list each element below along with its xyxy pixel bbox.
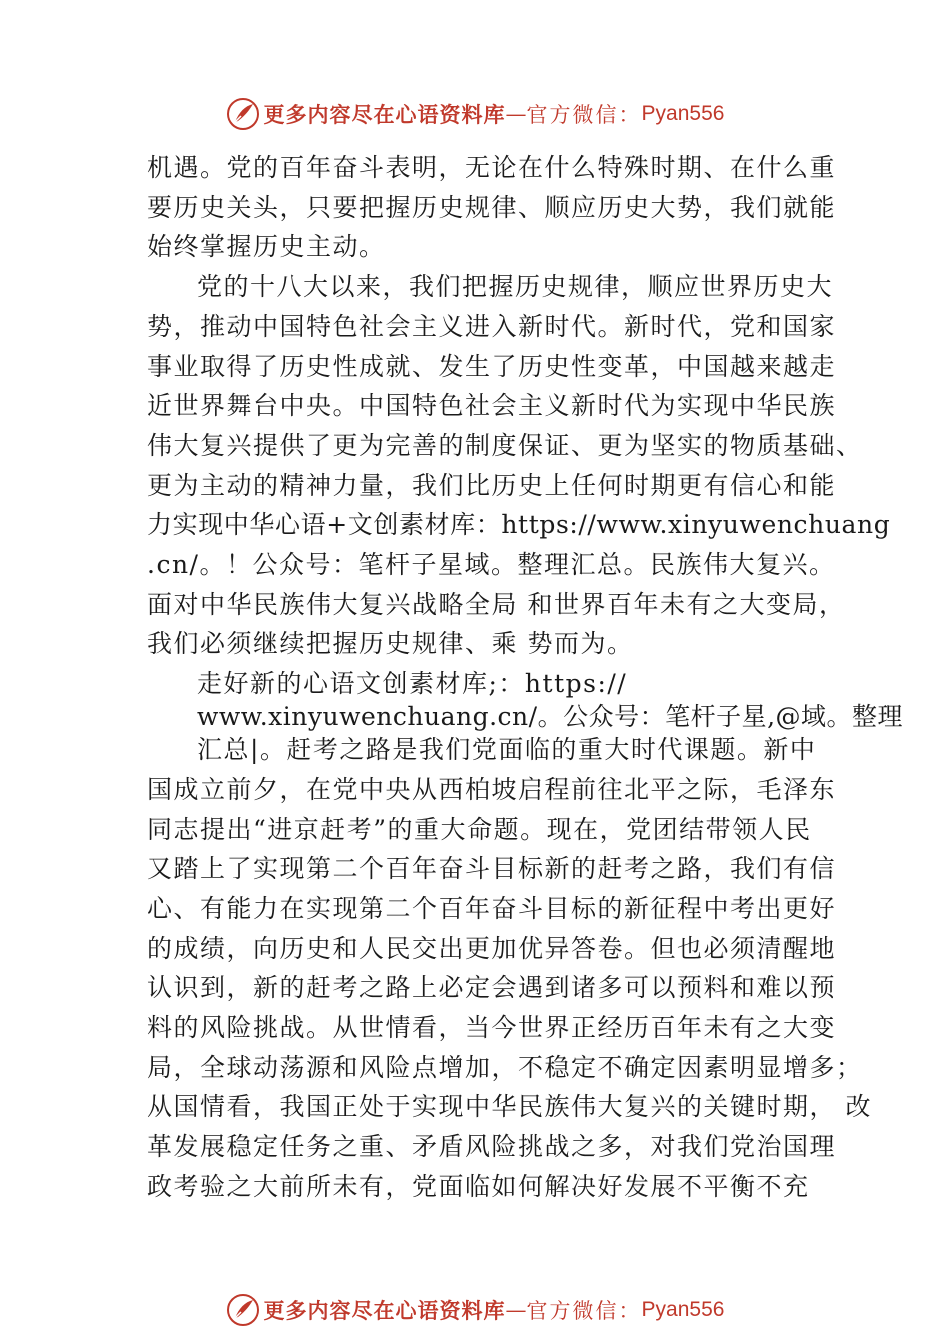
text-line: 认识到，新的赶考之路上必定会遇到诸多可以预料和难以预	[147, 973, 837, 1002]
text-line: 汇总|。赶考之路是我们党面临的重大时代课题。新中	[197, 735, 817, 764]
text-line: 事业取得了历史性成就、发生了历史性变革，中国越来越走	[147, 352, 837, 381]
text-line: 面对中华民族伟大复兴战略全局 和世界百年未有之大变局，	[147, 590, 846, 619]
text-line: 势，推动中国特色社会主义进入新时代。新时代，党和国家	[147, 312, 837, 341]
text-line: 的成绩，向历史和人民交出更加优异答卷。但也必须清醒地	[147, 934, 837, 963]
text-line: 又踏上了实现第二个百年奋斗目标新的赶考之路，我们有信	[147, 854, 837, 883]
text-line: 我们必须继续把握历史规律、乘 势而为。	[147, 629, 634, 658]
text-line: www.xinyuwenchuang.cn/。公众号：笔杆子星,@域。整理	[197, 702, 904, 731]
text-line: 近世界舞台中央。中国特色社会主义新时代为实现中华民族	[147, 391, 837, 420]
header-dash: —	[505, 102, 527, 126]
header-title: 更多内容尽在心语资料库	[263, 102, 506, 127]
text-line: 更为主动的精神力量，我们比历史上任何时期更有信心和能	[147, 471, 837, 500]
text-line: 始终掌握历史主动。	[147, 232, 386, 261]
text-line: 力实现中华心语+文创素材库：https://www.xinyuwenchuang	[147, 510, 891, 539]
quill-logo-icon	[226, 1293, 260, 1327]
text-line: .cn/。！公众号：笔杆子星域。整理汇总。民族伟大复兴。	[147, 550, 836, 579]
footer-wechat-id: Pyan556	[641, 1298, 725, 1321]
text-line: 伟大复兴提供了更为完善的制度保证、更为坚实的物质基础、	[147, 431, 863, 460]
text-line: 心、有能力在实现第二个百年奋斗目标的新征程中考出更好	[147, 894, 837, 923]
text-line: 同志提出“进京赶考”的重大命题。现在，党团结带领人民	[147, 815, 812, 844]
footer-title: 更多内容尽在心语资料库	[263, 1298, 506, 1323]
text-line: 机遇。党的百年奋斗表明，无论在什么特殊时期、在什么重	[147, 153, 837, 182]
text-line: 国成立前夕，在党中央从西柏坡启程前往北平之际，毛泽东	[147, 775, 837, 804]
footer-dash: —	[505, 1298, 527, 1322]
text-line: 党的十八大以来，我们把握历史规律，顺应世界历史大	[197, 272, 834, 301]
text-line: 革发展稳定任务之重、矛盾风险挑战之多，对我们党治国理	[147, 1132, 837, 1161]
text-line: 走好新的心语文创素材库;：https://	[197, 669, 628, 698]
header-wechat-label: 官方微信：	[526, 103, 642, 127]
text-line: 从国情看，我国正处于实现中华民族伟大复兴的关键时期， 改	[147, 1092, 872, 1121]
footer-banner	[0, 1290, 950, 1330]
text-line: 要历史关头，只要把握历史规律、顺应历史大势，我们就能	[147, 193, 837, 222]
text-line: 料的风险挑战。从世情看，当今世界正经历百年未有之大变	[147, 1013, 837, 1042]
header-wechat-id: Pyan556	[641, 102, 725, 125]
text-line: 局，全球动荡源和风险点增加，不稳定不确定因素明显增多；	[147, 1053, 863, 1082]
footer-wechat-label: 官方微信：	[526, 1299, 642, 1323]
text-line: 政考验之大前所未有，党面临如何解决好发展不平衡不充	[147, 1172, 810, 1201]
